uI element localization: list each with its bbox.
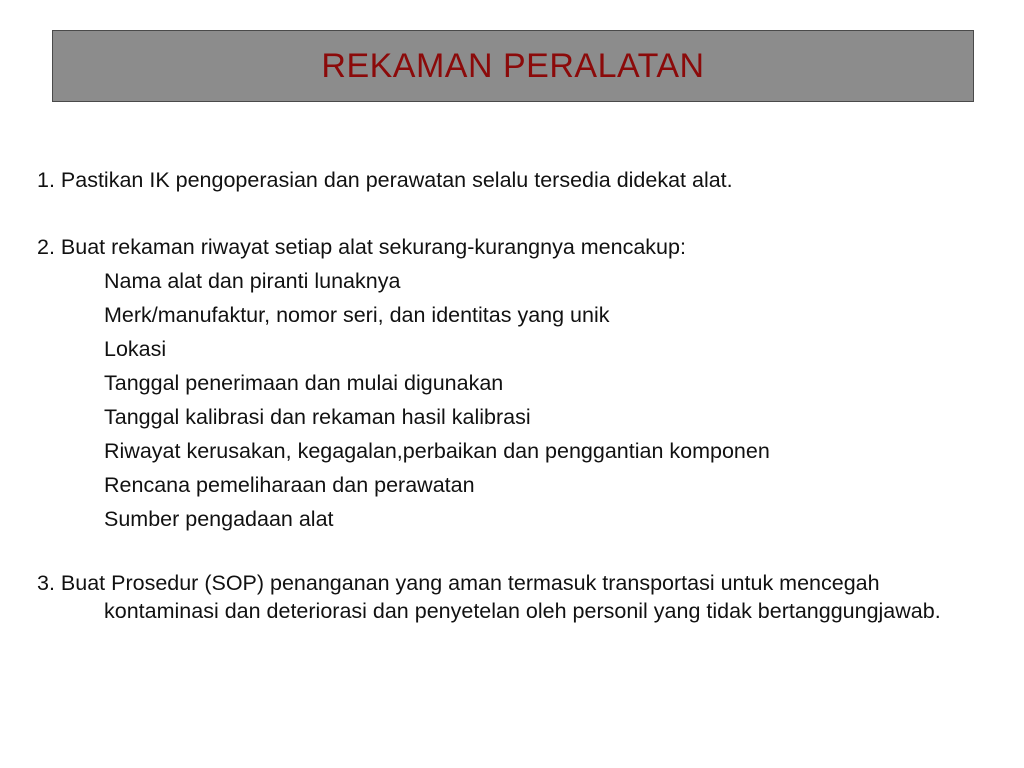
point-3: 3. Buat Prosedur (SOP) penanganan yang aman termasuk transportasi untuk mencegah kontaminasi dan deteriorasi dan penyetelan oleh personil yang tidak bertanggungjawab.: [37, 571, 941, 623]
list-item: Lokasi: [104, 337, 167, 361]
list-item: Merk/manufaktur, nomor seri, dan identitas yang unik: [104, 303, 610, 327]
list-item: Riwayat kerusakan, kegagalan,perbaikan dan penggantian komponen: [104, 439, 770, 463]
spacer: [37, 536, 987, 569]
point-1: 1. Pastikan IK pengoperasian dan perawatan selalu tersedia didekat alat.: [37, 168, 733, 192]
list-item: Tanggal kalibrasi dan rekaman hasil kalibrasi: [104, 405, 531, 429]
slide-body: [37, 163, 987, 625]
title-banner: [52, 30, 974, 102]
point-2: 2. Buat rekaman riwayat setiap alat sekurang-kurangnya mencakup:: [37, 235, 686, 259]
slide-title: REKAMAN PERALATAN: [321, 46, 705, 85]
list-item: Tanggal penerimaan dan mulai digunakan: [104, 371, 504, 395]
list-item: Sumber pengadaan alat: [104, 507, 334, 531]
list-item: Rencana pemeliharaan dan perawatan: [104, 473, 475, 497]
point-2-list: [37, 264, 987, 536]
spacer: [37, 197, 987, 230]
list-item: Nama alat dan piranti lunaknya: [104, 269, 401, 293]
